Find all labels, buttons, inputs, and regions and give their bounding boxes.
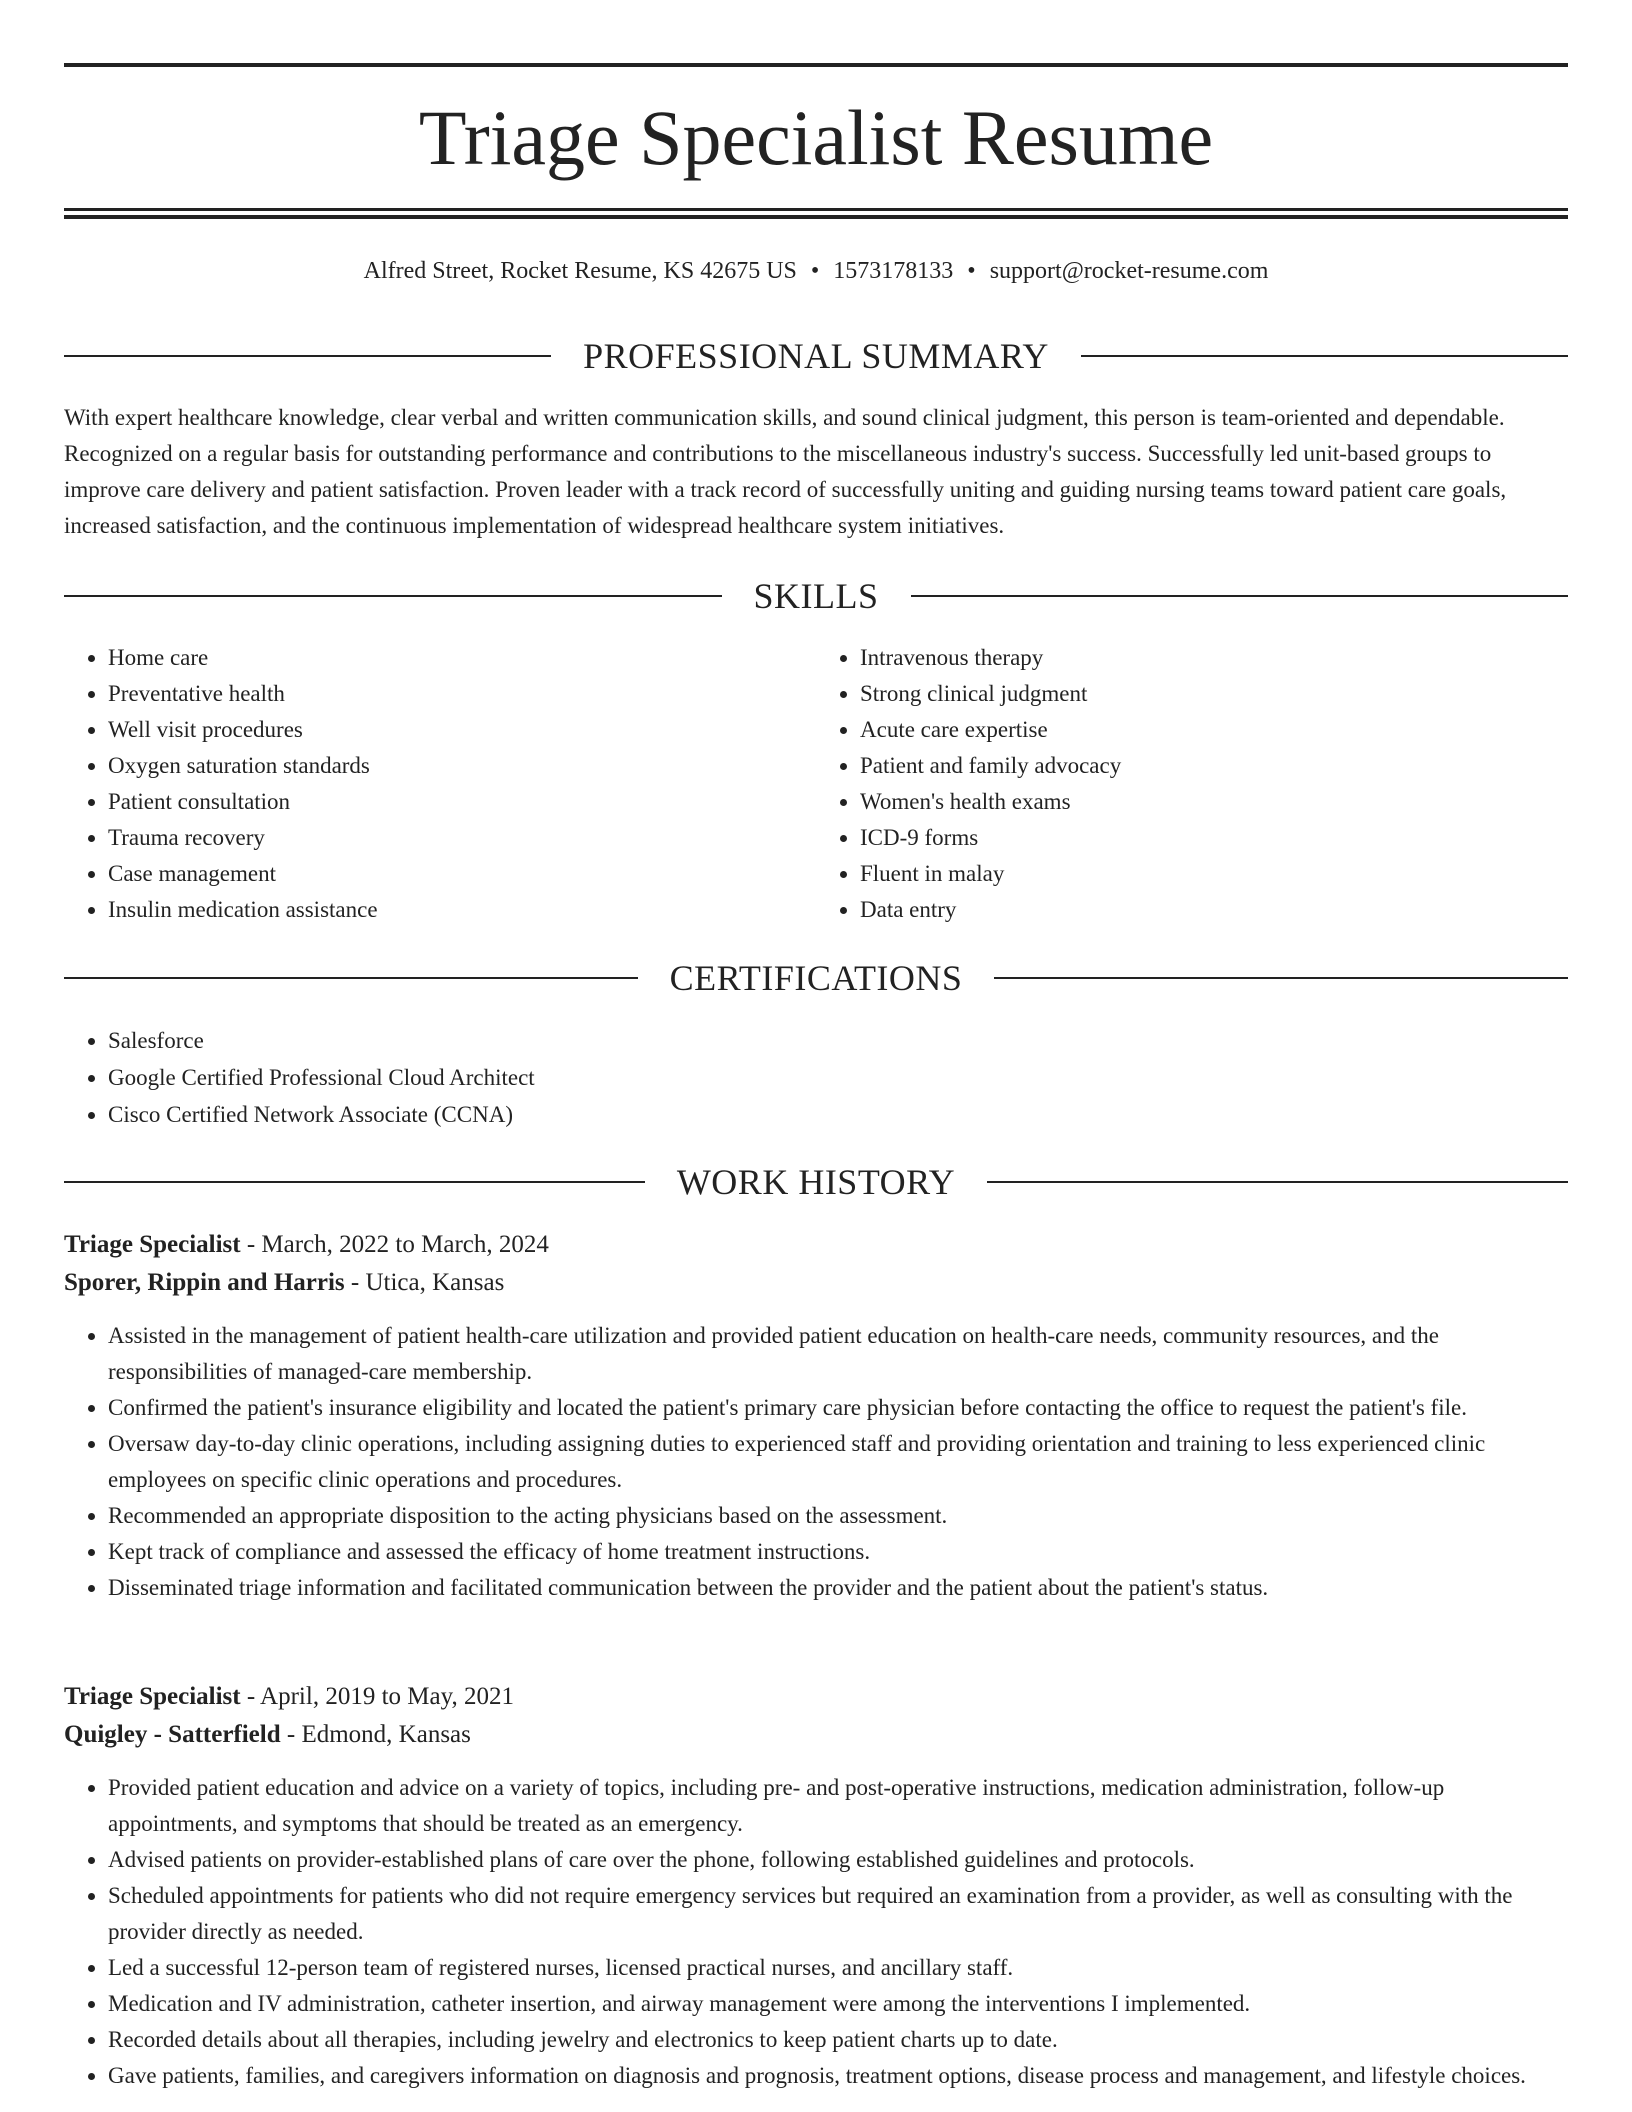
section-header-work-history bbox=[64, 1162, 1568, 1202]
skill-item: • Fluent in malay bbox=[860, 856, 1568, 892]
divider bbox=[987, 1181, 1568, 1183]
contact-separator: • bbox=[810, 258, 820, 284]
job-title-line bbox=[64, 1226, 1568, 1264]
job-bullet: • Scheduled appointments for patients who did not require emergency services but required an examination from a provider, as well as consulting with the provider directly as needed. bbox=[108, 1878, 1568, 1950]
job-bullets bbox=[64, 1318, 1568, 1606]
skill-item: • Intravenous therapy bbox=[860, 640, 1568, 676]
divider bbox=[64, 977, 638, 979]
skill-item: • Well visit procedures bbox=[108, 712, 816, 748]
section-header-certifications bbox=[64, 958, 1568, 998]
job-bullet: • Assisted in the management of patient health-care utilization and provided patient education on health-care needs, community resources, and the responsibilities of managed-care membership. bbox=[108, 1318, 1568, 1390]
contact-address: Alfred Street, Rocket Resume, KS 42675 US bbox=[363, 258, 797, 284]
section-title-work-history: WORK HISTORY bbox=[676, 1162, 956, 1202]
job-bullet: • Advised patients on provider-established plans of care over the phone, following established guidelines and protocols. bbox=[108, 1842, 1568, 1878]
job-bullet: • Disseminated triage information and facilitated communication between the provider and the patient about the patient's status. bbox=[108, 1570, 1568, 1606]
contact-separator: • bbox=[967, 258, 976, 284]
contact-email: support@rocket-resume.com bbox=[989, 258, 1269, 284]
skill-item: • ICD-9 forms bbox=[860, 820, 1568, 856]
section-title-skills: SKILLS bbox=[753, 576, 879, 616]
contact-phone: 1573178133 bbox=[833, 258, 954, 284]
section-header-summary bbox=[64, 336, 1568, 376]
job-bullet: • Provided patient education and advice on a variety of topics, including pre- and post-operative instructions, medication administration, follow-up appointments, and symptoms that should be treated as an emergency. bbox=[108, 1770, 1568, 1842]
section-title-summary: PROFESSIONAL SUMMARY bbox=[583, 336, 1049, 376]
job-dates: - April, 2019 to May, 2021 bbox=[240, 1683, 514, 1710]
skill-item: • Women's health exams bbox=[860, 784, 1568, 820]
job-bullet: • Led a successful 12-person team of registered nurses, licensed practical nurses, and ancillary staff. bbox=[108, 1950, 1568, 1986]
job-dates: - March, 2022 to March, 2024 bbox=[240, 1231, 549, 1258]
section-header-skills bbox=[64, 576, 1568, 616]
top-rule bbox=[64, 63, 1568, 67]
certification-item: • Cisco Certified Network Associate (CCNA) bbox=[108, 1096, 1568, 1133]
skill-item: • Patient and family advocacy bbox=[860, 748, 1568, 784]
skills-columns bbox=[64, 640, 1568, 928]
certifications-list bbox=[64, 1022, 1568, 1133]
job-bullet: • Recorded details about all therapies, including jewelry and electronics to keep patient charts up to date. bbox=[108, 2022, 1568, 2058]
divider bbox=[1081, 355, 1568, 357]
job-bullet: • Gave patients, families, and caregivers information on diagnosis and prognosis, treatment options, disease process and management, and lifestyle choices. bbox=[108, 2058, 1568, 2094]
divider bbox=[911, 595, 1569, 597]
job-location: - Utica, Kansas bbox=[344, 1269, 505, 1296]
skill-item: • Home care bbox=[108, 640, 816, 676]
job-entry bbox=[64, 1678, 1568, 2094]
skill-item: • Acute care expertise bbox=[860, 712, 1568, 748]
job-entry bbox=[64, 1226, 1568, 1606]
skill-item: • Strong clinical judgment bbox=[860, 676, 1568, 712]
job-company-line bbox=[64, 1716, 1568, 1754]
section-title-certifications: CERTIFICATIONS bbox=[669, 958, 963, 998]
job-title: Triage Specialist bbox=[64, 1683, 241, 1710]
skills-list-right bbox=[816, 640, 1568, 928]
skill-item: • Data entry bbox=[860, 892, 1568, 928]
title-double-rule bbox=[64, 208, 1568, 219]
job-title-line bbox=[64, 1678, 1568, 1716]
job-company: Sporer, Rippin and Harris bbox=[64, 1269, 345, 1296]
certification-item: • Salesforce bbox=[108, 1022, 1568, 1059]
skill-item: • Trauma recovery bbox=[108, 820, 816, 856]
job-company-line bbox=[64, 1264, 1568, 1302]
divider bbox=[64, 595, 722, 597]
job-title: Triage Specialist bbox=[64, 1231, 241, 1258]
job-bullet: • Oversaw day-to-day clinic operations, including assigning duties to experienced staff and providing orientation and training to less experienced clinic employees on specific clinic operations and procedures. bbox=[108, 1426, 1568, 1498]
job-bullet: • Medication and IV administration, catheter insertion, and airway management were among the interventions I implemented. bbox=[108, 1986, 1568, 2022]
resume-title: Triage Specialist Resume bbox=[418, 94, 1214, 181]
job-location: - Edmond, Kansas bbox=[280, 1721, 471, 1748]
skill-item: • Preventative health bbox=[108, 676, 816, 712]
divider bbox=[64, 355, 551, 357]
skill-item: • Case management bbox=[108, 856, 816, 892]
skills-list-left bbox=[64, 640, 816, 928]
job-bullet: • Confirmed the patient's insurance eligibility and located the patient's primary care physician before contacting the office to request the patient's file. bbox=[108, 1390, 1568, 1426]
certifications-block bbox=[64, 1022, 1568, 1133]
skill-item: • Patient consultation bbox=[108, 784, 816, 820]
contact-line bbox=[64, 256, 1568, 286]
job-company: Quigley - Satterfield bbox=[64, 1721, 281, 1748]
job-bullet: • Kept track of compliance and assessed the efficacy of home treatment instructions. bbox=[108, 1534, 1568, 1570]
job-bullet: • Recommended an appropriate disposition to the acting physicians based on the assessment. bbox=[108, 1498, 1568, 1534]
skill-item: • Oxygen saturation standards bbox=[108, 748, 816, 784]
divider bbox=[994, 977, 1568, 979]
summary-text: With expert healthcare knowledge, clear verbal and written communication skills, and sound clinical judgment, this person is team-oriented and dependable. Recognized on a regular basis for outstanding performance and contributions to the miscellaneous industry's success. Successfully led unit-based groups to improve care delivery and patient satisfaction. Proven leader with a track record of successfully uniting and guiding nursing teams toward patient care goals, increased satisfaction, and the continuous implementation of widespread healthcare system initiatives. bbox=[64, 405, 1507, 538]
skill-item: • Insulin medication assistance bbox=[108, 892, 816, 928]
divider bbox=[64, 1181, 645, 1183]
certification-item: • Google Certified Professional Cloud Architect bbox=[108, 1059, 1568, 1096]
job-bullets bbox=[64, 1770, 1568, 2094]
